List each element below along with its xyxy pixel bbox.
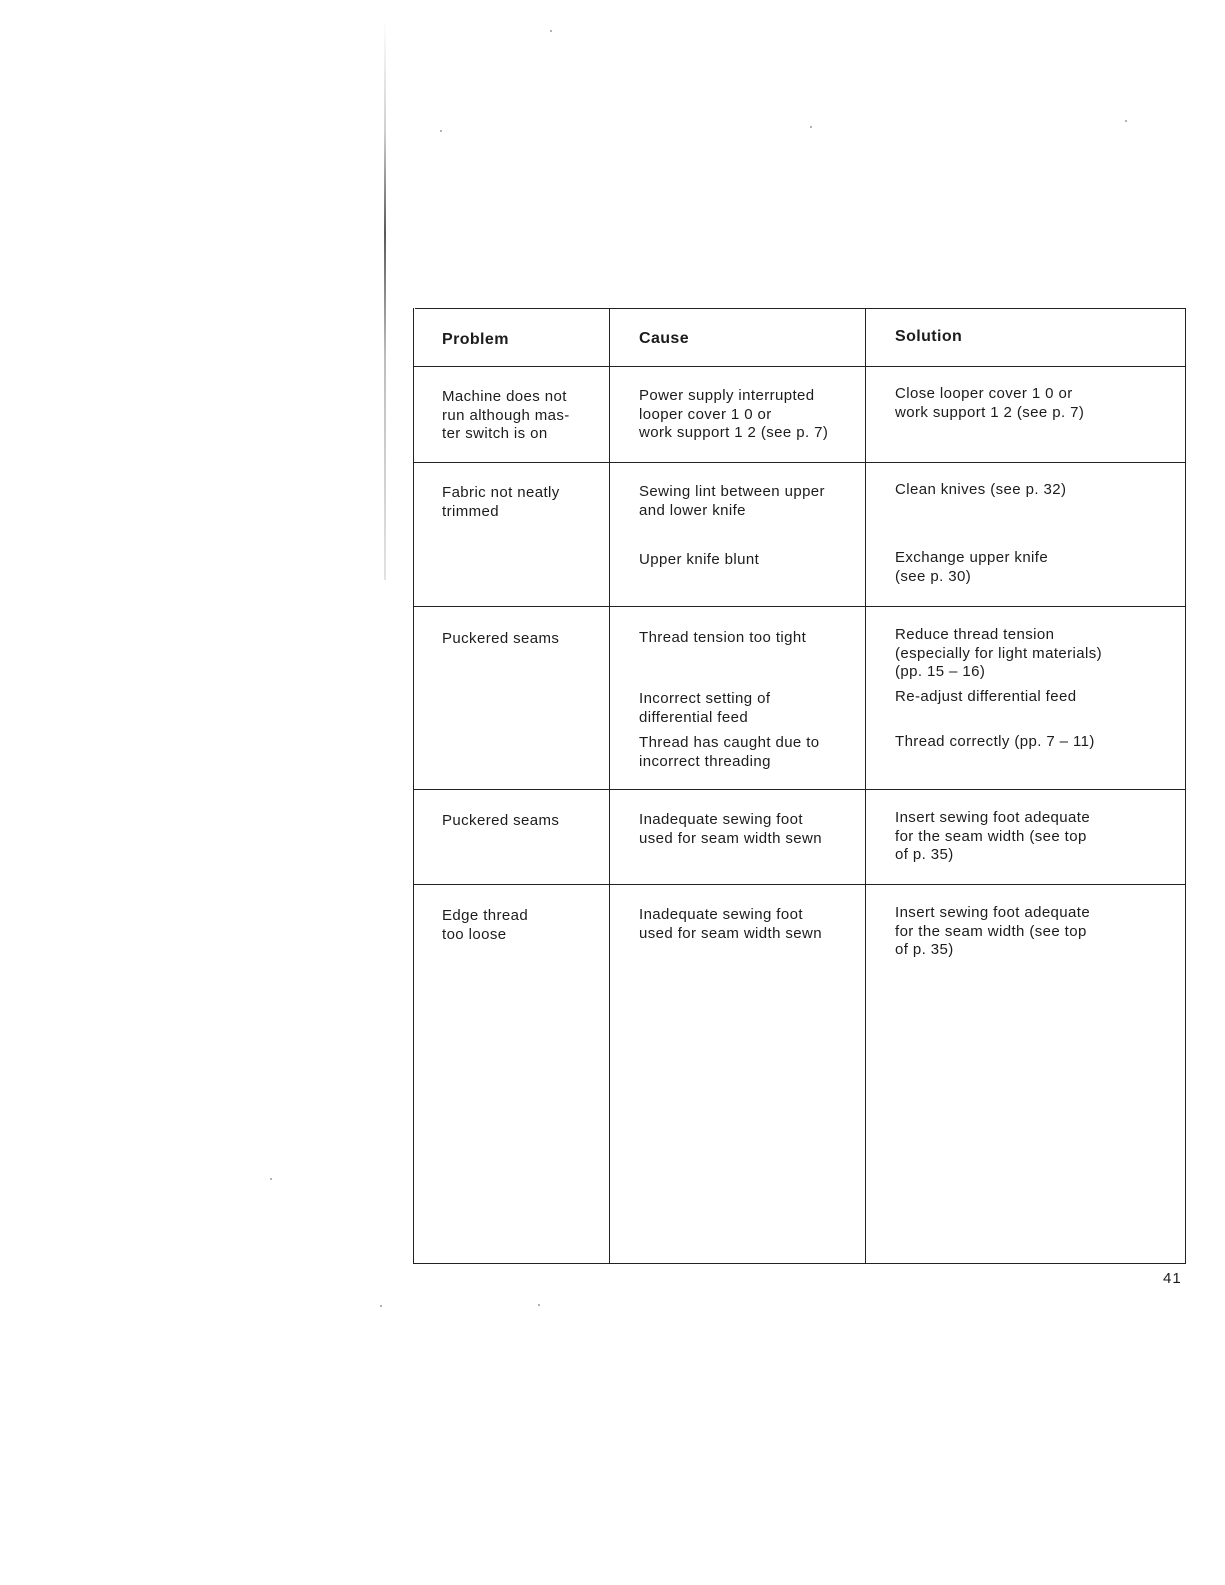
- problem-cell: Machine does not run although mas- ter switch is on: [442, 388, 570, 442]
- troubleshooting-table: [415, 308, 1186, 1264]
- solution-cell: Thread correctly (pp. 7 – 11): [895, 733, 1095, 750]
- cause-cell: Inadequate sewing foot used for seam width sewn: [639, 811, 823, 847]
- problem-cell: Fabric not neatly trimmed: [442, 484, 560, 520]
- cause-cell: Sewing lint between upper and lower knife: [639, 483, 825, 519]
- cause-cell: Thread has caught due to incorrect threading: [639, 734, 820, 770]
- solution-cell: Insert sewing foot adequate for the seam width (see top of p. 35): [895, 904, 1091, 958]
- solution-cell: Clean knives (see p. 32): [895, 481, 1067, 498]
- solution-cell: Insert sewing foot adequate for the seam width (see top of p. 35): [895, 809, 1091, 863]
- scan-speck: [440, 130, 442, 132]
- cause-cell: Upper knife blunt: [639, 551, 760, 568]
- table-left-border: [413, 308, 414, 1263]
- page-number: 41: [1163, 1270, 1182, 1287]
- column-divider-cause: [609, 308, 610, 1263]
- cause-cell: Incorrect setting of differential feed: [639, 690, 771, 726]
- scan-speck: [380, 1305, 382, 1307]
- row-divider: [413, 462, 1185, 463]
- cause-cell: Thread tension too tight: [639, 629, 807, 646]
- row-divider: [413, 789, 1185, 790]
- scan-speck: [1125, 120, 1127, 122]
- scan-speck: [270, 1178, 272, 1180]
- scan-edge: [384, 20, 386, 580]
- scan-speck: [810, 126, 812, 128]
- problem-cell: Edge thread too loose: [442, 907, 529, 943]
- cause-cell: Power supply interrupted looper cover 1 0 or work support 1 2 (see p. 7): [639, 387, 829, 441]
- column-divider-solution: [865, 308, 866, 1263]
- row-divider: [413, 606, 1185, 607]
- header-divider: [413, 366, 1185, 367]
- row-divider: [413, 884, 1185, 885]
- table-bottom-border: [413, 1263, 1185, 1264]
- problem-cell: Puckered seams: [442, 812, 560, 829]
- problem-cell: Puckered seams: [442, 630, 560, 647]
- solution-cell: Re-adjust differential feed: [895, 688, 1077, 705]
- header-solution: Solution: [895, 328, 963, 345]
- solution-cell: Close looper cover 1 0 or work support 1 2 (see p. 7): [895, 385, 1085, 421]
- header-problem: Problem: [442, 331, 509, 348]
- solution-cell: Exchange upper knife (see p. 30): [895, 549, 1049, 585]
- cause-cell: Inadequate sewing foot used for seam width sewn: [639, 906, 823, 942]
- scan-speck: [550, 30, 552, 32]
- scan-speck: [538, 1304, 540, 1306]
- solution-cell: Reduce thread tension (especially for light materials) (pp. 15 – 16): [895, 626, 1103, 680]
- header-cause: Cause: [639, 330, 690, 347]
